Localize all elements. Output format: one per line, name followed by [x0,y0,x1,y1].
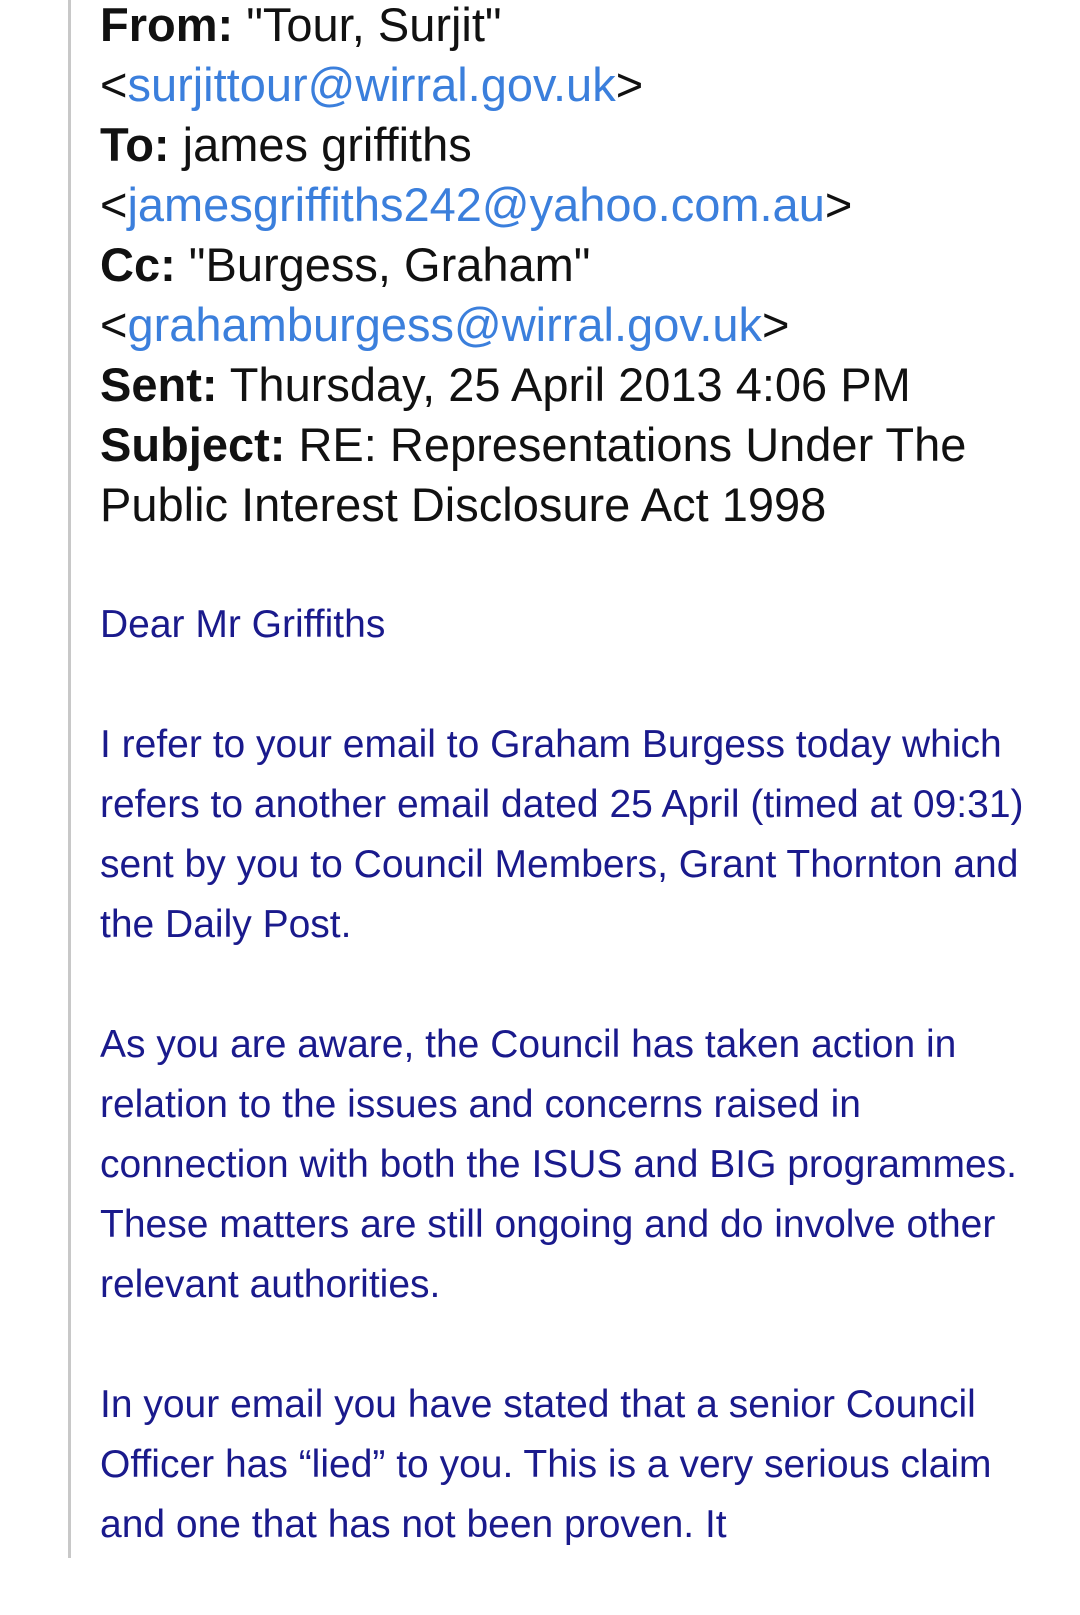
sent-label: Sent: [100,358,218,411]
to-email-link[interactable]: jamesgriffiths242@yahoo.com.au [127,178,825,231]
cc-email-link[interactable]: grahamburgess@wirral.gov.uk [127,298,763,351]
cc-label: Cc: [100,238,176,291]
from-line [100,0,1060,55]
email-body [100,595,1060,1555]
body-paragraph-2: As you are aware, the Council has taken action in relation to the issues and concerns raised in connection with both the ISUS and BIG programmes. These matters are still ongoing and do involve other relevant authorities. [100,1023,1017,1306]
to-label: To: [100,118,170,171]
sent-value: Thursday, 25 April 2013 4:06 PM [229,358,911,411]
from-email-line: <surjittour@wirral.gov.uk> [100,58,644,111]
from-email-link[interactable]: surjittour@wirral.gov.uk [127,58,616,111]
email-headers [100,0,1060,535]
to-email-line: <jamesgriffiths242@yahoo.com.au> [100,178,853,231]
body-paragraph-1: I refer to your email to Graham Burgess today which refers to another email dated 25 April (timed at 09:31) sent by you to Council Members, Grant Thornton and the Daily Post. [100,723,1024,946]
sent-line [100,355,1060,415]
from-label: From: [100,0,234,51]
greeting: Dear Mr Griffiths [100,603,386,646]
subject-line [100,415,1060,535]
cc-line [100,235,1060,295]
cc-name: "Burgess, Graham" [188,238,591,291]
from-name: "Tour, Surjit" [246,0,502,51]
body-paragraph-3: In your email you have stated that a senior Council Officer has “lied” to you. This is a very serious claim and one that has not been proven. It [100,1383,992,1546]
email-message [100,0,1060,1615]
subject-value: RE: Representations Under The Public Interest Disclosure Act 1998 [100,418,967,531]
quote-bar [68,0,71,1558]
subject-label: Subject: [100,418,286,471]
to-name: james griffiths [182,118,472,171]
to-line [100,115,1060,175]
cc-email-line: <grahamburgess@wirral.gov.uk> [100,298,790,351]
